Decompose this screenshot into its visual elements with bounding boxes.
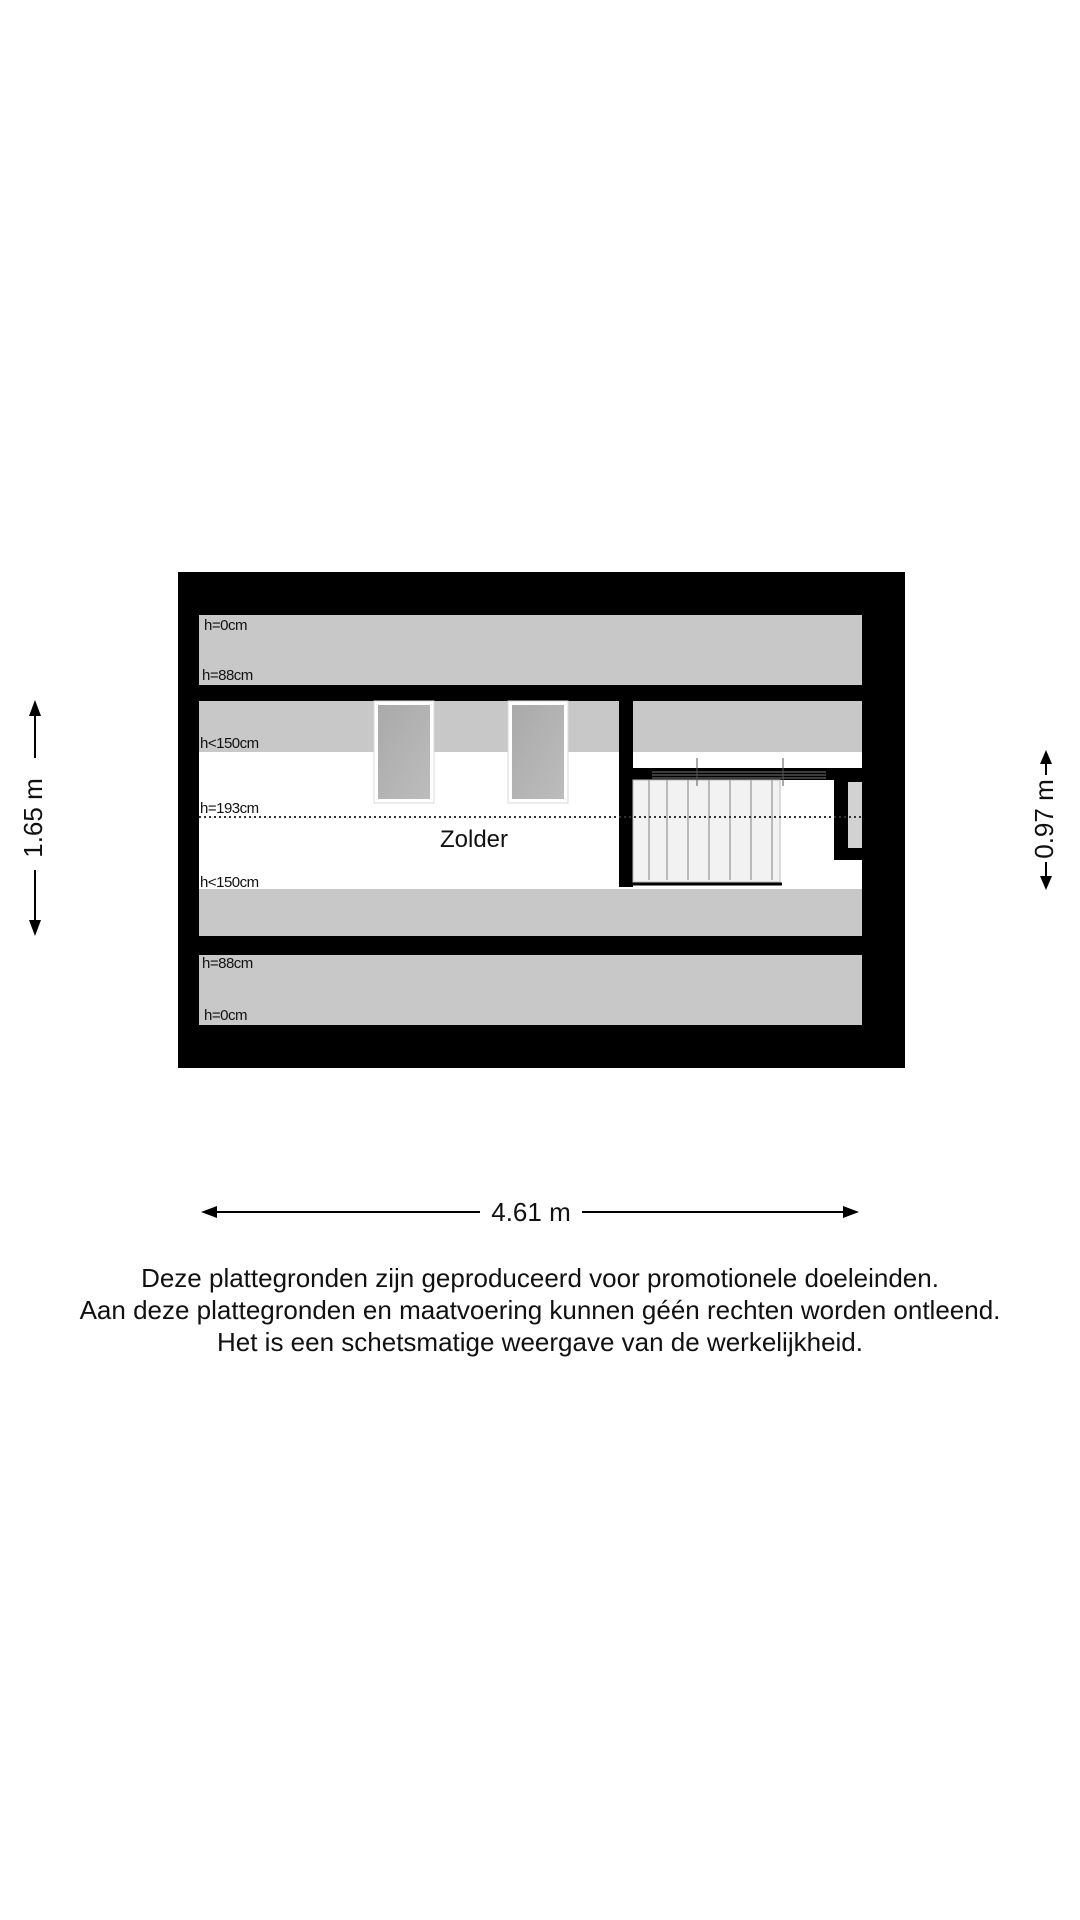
height-label-top-knee: h=88cm bbox=[202, 667, 253, 684]
disclaimer-line-3: Het is een schetsmatige weergave van de werkelijkheid. bbox=[216, 1327, 863, 1357]
room-label-zolder: Zolder bbox=[439, 826, 509, 853]
dimension-width-label: 4.61 m bbox=[491, 1197, 571, 1227]
lower-slope-zone bbox=[199, 889, 862, 936]
height-label-bottom-eave: h=0cm bbox=[204, 1007, 247, 1024]
height-label-bottom-knee: h=88cm bbox=[202, 955, 253, 972]
skylight-left bbox=[376, 703, 432, 801]
height-label-upper-slope: h<150cm bbox=[200, 735, 259, 752]
bottom-eave-zone bbox=[199, 955, 862, 1025]
top-eave-zone bbox=[199, 615, 862, 685]
dimension-depth-left-label: 1.65 m bbox=[17, 778, 48, 858]
closet-interior bbox=[848, 782, 862, 848]
stair-area bbox=[633, 780, 780, 882]
disclaimer bbox=[0, 1262, 1080, 1358]
height-label-ridge: h=193cm bbox=[200, 800, 259, 817]
disclaimer-line-2: Aan deze plattegronden en maatvoering kunnen géén rechten worden ontleend. bbox=[79, 1295, 1001, 1325]
disclaimer-line-1: Deze plattegronden zijn geproduceerd voor promotionele doeleinden. bbox=[141, 1263, 939, 1293]
stairwell-wall-left bbox=[619, 701, 633, 887]
skylight-right bbox=[510, 703, 566, 801]
dimension-depth-right-label: 0.97 m bbox=[1028, 779, 1059, 859]
height-label-top-eave: h=0cm bbox=[204, 617, 247, 634]
height-label-lower-slope: h<150cm bbox=[200, 874, 259, 891]
